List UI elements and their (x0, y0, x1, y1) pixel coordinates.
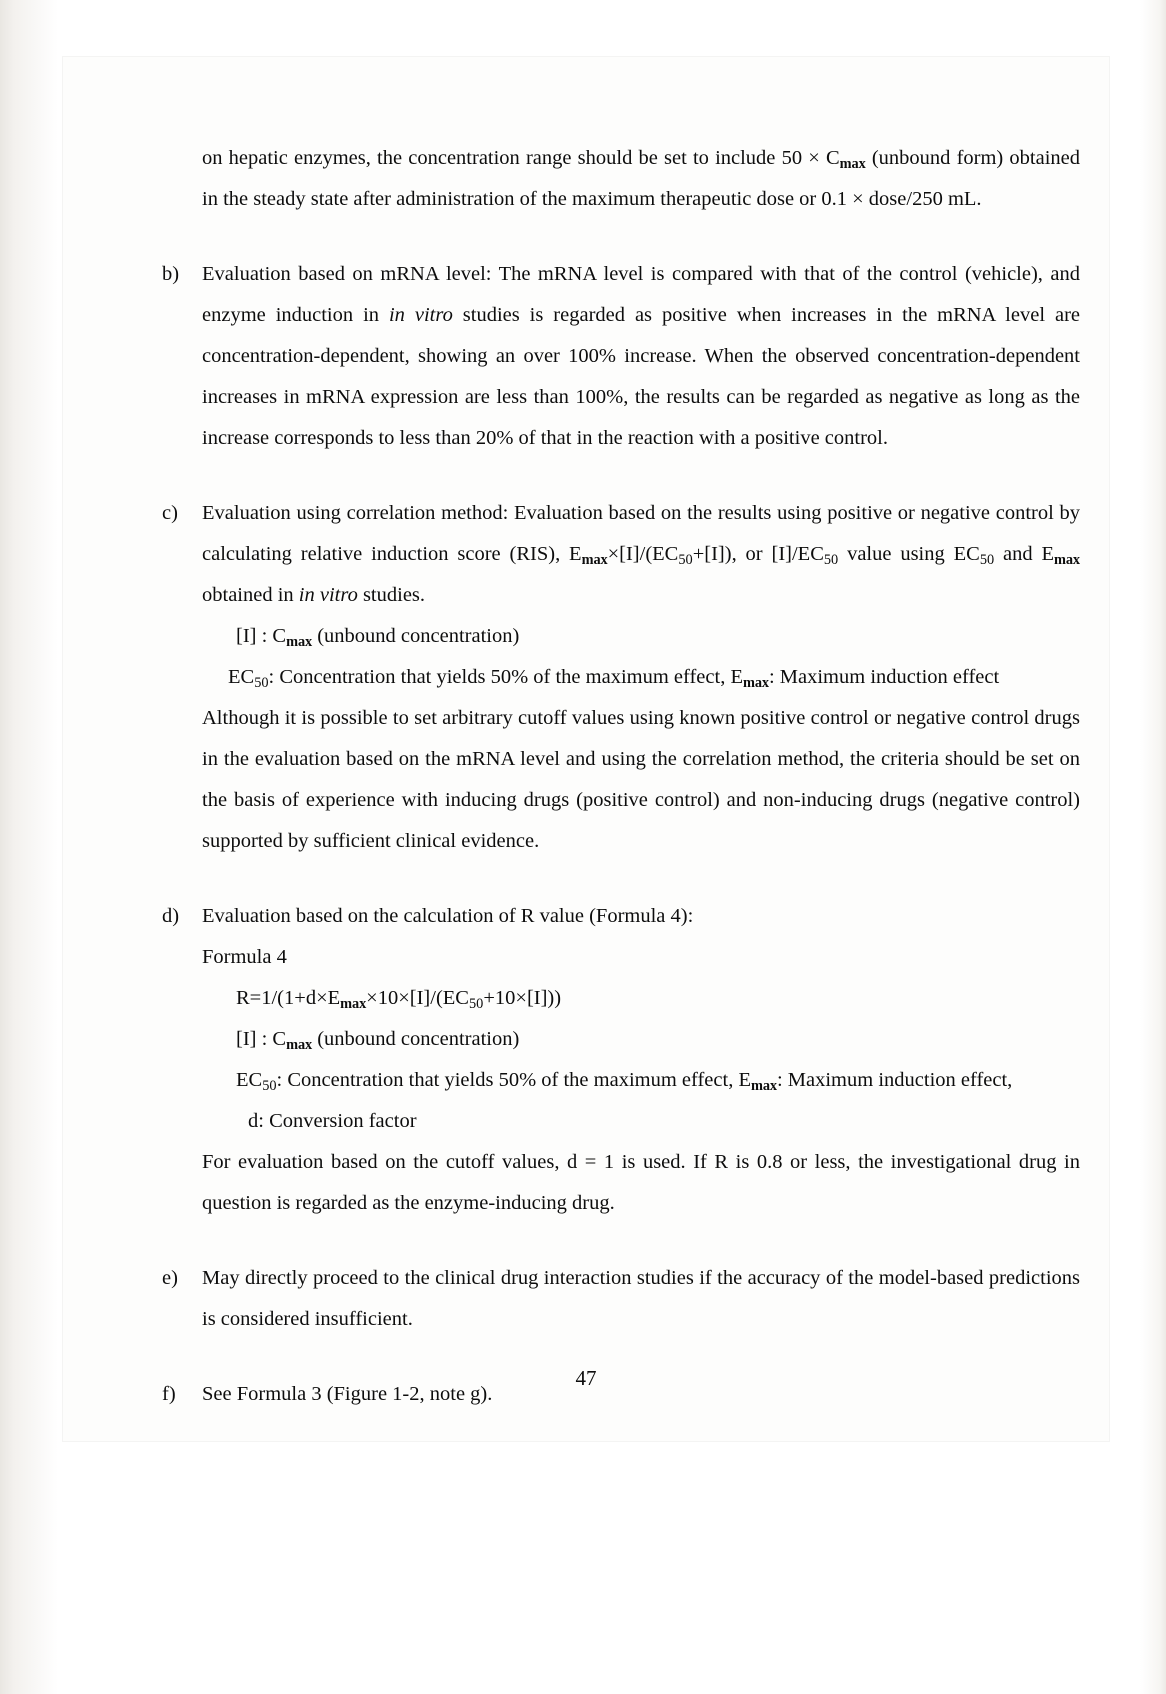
ec50-subscript-1: 50 (678, 552, 693, 569)
list-item-e (162, 1258, 1080, 1340)
formula-ec50-subscript: 50 (468, 996, 484, 1013)
item-d-definition-i (236, 1019, 1080, 1060)
d-def-i-cmax-subscript: max (286, 1037, 313, 1054)
formula-part-a: R=1/(1+d×E (236, 987, 341, 1009)
def-i-text: (unbound concentration) (312, 625, 520, 647)
item-c-italic-in-vitro: in vitro (298, 584, 358, 606)
item-c-part4: value using EC (838, 543, 980, 565)
list-marker-f: f) (162, 1383, 176, 1405)
def-emax-subscript: max (742, 675, 769, 692)
page-number: 47 (575, 1366, 597, 1390)
list-item-d (162, 896, 1080, 1224)
d-def-ec50-subscript: 50 (262, 1078, 277, 1095)
list-marker-b: b) (162, 263, 180, 285)
cmax-subscript: max (839, 156, 866, 173)
list-item-c (162, 493, 1080, 862)
list-marker-c: c) (162, 502, 178, 524)
page-surface (62, 56, 1110, 1442)
d-def-i-label: [I] : C (236, 1028, 287, 1050)
item-b-part1: Evaluation based on mRNA level: The mRNA level is compared with that of the control (vehicle), and enzyme induction in (202, 263, 1080, 326)
def-ec50-label: EC (228, 666, 255, 688)
d-def-emax-text: : Maximum induction effect, (776, 1069, 1013, 1091)
item-c-paragraph (202, 493, 1080, 616)
continued-text-part2: (unbound form) obtained in the steady state after administration of the maximum therapeutic dose or 0.1 × dose/250 mL. (202, 147, 1080, 210)
def-i-cmax-subscript: max (286, 634, 313, 651)
item-c-part2: ×[I]/(EC (607, 543, 679, 565)
item-d-heading: Evaluation based on the calculation of R value (Formula 4): (202, 905, 694, 927)
list-item-b (162, 254, 1080, 459)
continued-paragraph (202, 138, 1080, 220)
d-def-ec50-text: : Concentration that yields 50% of the maximum effect, E (276, 1069, 751, 1091)
item-b-part2: studies is regarded as positive when increases in the mRNA level are concentration-dependent, showing an over 100% increase. When the observed concentration-dependent increases in mRNA expression are less than 100%, the results can be regarded as negative as long as the increase corresponds to less than 20% of that in the reaction with a positive control. (202, 304, 1080, 449)
d-def-emax-subscript: max (750, 1078, 777, 1095)
item-d-closing-paragraph: For evaluation based on the cutoff values, d = 1 is used. If R is 0.8 or less, the investigational drug in question is regarded as the enzyme-inducing drug. (202, 1151, 1080, 1214)
list-body-e (202, 1258, 1080, 1340)
formula-part-b: ×10×[I]/(EC (366, 987, 469, 1009)
item-c-part7: studies. (357, 584, 426, 606)
formula-part-c: +10×[I])) (483, 987, 562, 1009)
item-c-closing-paragraph: Although it is possible to set arbitrary cutoff values using known positive control or negative control drugs in the evaluation based on the mRNA level and using the correlation method, the criteria should be set on the basis of experience with inducing drugs (positive control) and non-inducing drugs (negative control) supported by sufficient clinical evidence. (202, 707, 1080, 852)
item-c-definition-i (236, 616, 1080, 657)
item-f-paragraph: See Formula 3 (Figure 1-2, note g). (202, 1383, 493, 1405)
formula-emax-subscript: max (340, 996, 367, 1013)
item-c-part5: and E (994, 543, 1055, 565)
item-b-italic-in-vitro: in vitro (388, 304, 453, 326)
ec50-subscript-2: 50 (823, 552, 839, 569)
def-i-label: [I] : C (236, 625, 287, 647)
list-marker-e: e) (162, 1267, 178, 1289)
item-c-part1: Evaluation using correlation method: Evaluation based on the results using positive or negative control by calculating relative induction score (RIS), E (202, 502, 1080, 565)
item-e-paragraph: May directly proceed to the clinical drug interaction studies if the accuracy of the model-based predictions is considered insufficient. (202, 1267, 1080, 1330)
page-content (162, 138, 1080, 1415)
formula-4-label: Formula 4 (202, 946, 287, 968)
item-d-definition-ec50 (236, 1060, 1080, 1101)
item-c-part3: +[I]), or [I]/EC (692, 543, 824, 565)
def-emax-text: : Maximum induction effect (768, 666, 1000, 688)
item-c-part6: obtained in (202, 584, 299, 606)
continued-text-part1: on hepatic enzymes, the concentration range should be set to include 50 × C (202, 147, 840, 169)
list-body-d (202, 896, 1080, 1224)
emax-subscript-1: max (581, 552, 608, 569)
item-d-definition-d: d: Conversion factor (248, 1110, 417, 1132)
item-b-paragraph (202, 254, 1080, 459)
list-body-c (202, 493, 1080, 862)
ec50-subscript-3: 50 (979, 552, 995, 569)
d-def-ec50-label: EC (236, 1069, 263, 1091)
d-def-i-text: (unbound concentration) (312, 1028, 520, 1050)
list-marker-d: d) (162, 905, 180, 927)
def-ec50-subscript: 50 (254, 675, 269, 692)
list-body-b (202, 254, 1080, 459)
item-c-definition-ec50 (228, 657, 1080, 698)
emax-subscript-2: max (1054, 552, 1081, 569)
def-ec50-text: : Concentration that yields 50% of the maximum effect, E (268, 666, 743, 688)
formula-4-expression (236, 978, 1080, 1019)
